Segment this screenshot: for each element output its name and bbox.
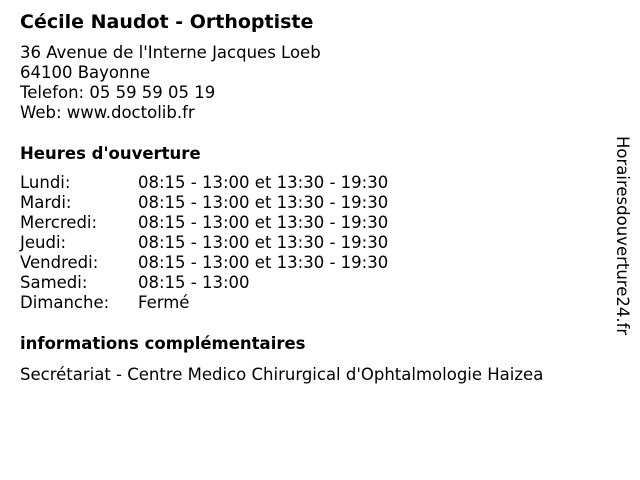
- hours-row-saturday: [20, 273, 388, 293]
- opening-hours-table: [20, 173, 388, 313]
- city-postal: 64100 Bayonne: [20, 63, 151, 82]
- day-label: Mardi:: [20, 193, 72, 212]
- hours-row-friday: [20, 253, 388, 273]
- opening-hours-heading: Heures d'ouverture: [20, 144, 201, 163]
- time-value: Fermé: [138, 293, 190, 312]
- page-title: Cécile Naudot - Orthoptiste: [20, 11, 314, 33]
- website: Web: www.doctolib.fr: [20, 103, 195, 122]
- time-value: 08:15 - 13:00 et 13:30 - 19:30: [138, 173, 389, 192]
- hours-row-monday: [20, 173, 388, 193]
- hours-row-tuesday: [20, 193, 388, 213]
- hours-row-thursday: [20, 233, 388, 253]
- time-value: 08:15 - 13:00 et 13:30 - 19:30: [138, 193, 389, 212]
- time-value: 08:15 - 13:00 et 13:30 - 19:30: [138, 233, 389, 252]
- contact-block: [20, 43, 321, 123]
- hours-row-wednesday: [20, 213, 388, 233]
- day-label: Jeudi:: [20, 233, 67, 252]
- time-value: 08:15 - 13:00: [138, 273, 250, 292]
- hours-row-sunday: [20, 293, 388, 313]
- time-value: 08:15 - 13:00 et 13:30 - 19:30: [138, 213, 389, 232]
- day-label: Dimanche:: [20, 293, 110, 312]
- day-label: Mercredi:: [20, 213, 98, 232]
- time-value: 08:15 - 13:00 et 13:30 - 19:30: [138, 253, 389, 272]
- day-label: Samedi:: [20, 273, 88, 292]
- phone-number: Telefon: 05 59 59 05 19: [20, 83, 216, 102]
- street-address: 36 Avenue de l'Interne Jacques Loeb: [20, 43, 321, 62]
- additional-info-text: Secrétariat - Centre Medico Chirurgical d'Ophtalmologie Haizea: [20, 365, 544, 384]
- day-label: Vendredi:: [20, 253, 99, 272]
- day-label: Lundi:: [20, 173, 71, 192]
- additional-info-heading: informations complémentaires: [20, 334, 306, 353]
- site-watermark: Horairesdouverture24.fr: [613, 136, 632, 336]
